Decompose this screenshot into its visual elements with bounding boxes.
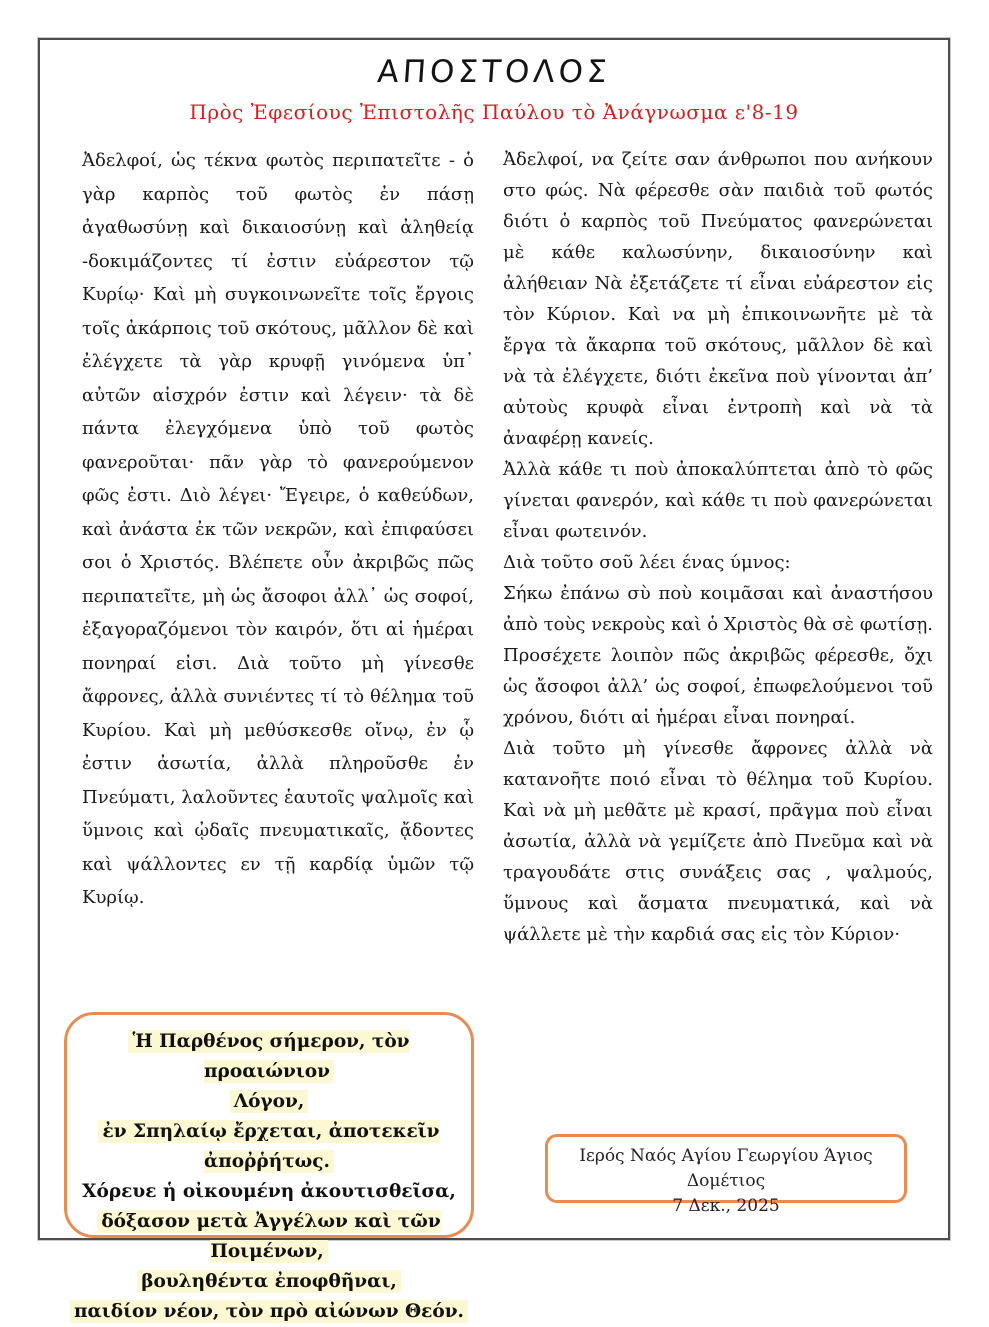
hymn-line	[67, 1087, 471, 1117]
kontakion-hymn-box	[64, 1012, 474, 1322]
hymn-line	[67, 1117, 471, 1177]
page-frame	[38, 38, 950, 1322]
greek-translation-column	[503, 144, 933, 950]
hymn-line	[67, 1297, 471, 1327]
hymn-line	[67, 1267, 471, 1297]
hymn-line-text: βουληθέντα ἐποφθῆναι,	[137, 1270, 401, 1293]
right-column-paragraph-4: Σήκω ἐπάνω σὺ ποὺ κοιμᾶσαι καὶ ἀναστήσου ἀπὸ τοὺς νεκροὺς καὶ ὁ Χριστὸς θὰ σὲ φωτίσῃ. Προσέχετε λοιπὸν πῶς ἀκριβῶς φέρεσθε, ὄχι ὡς ἄσοφοι ἀλλ’ ὡς σοφοί, ἐπωφελούμενοι τοῦ χρόνου, διότι αἱ ἡμέραι εἶναι πονηραί.	[503, 583, 933, 728]
reading-subtitle: Πρὸς Ἐφεσίους Ἐπιστολῆς Παύλου τὸ Ἀνάγνωσμα ε'8-19	[189, 100, 799, 124]
church-info-box	[545, 1134, 907, 1216]
greek-original-column	[82, 144, 474, 915]
service-date: 7 Δεκ., 2025	[672, 1196, 780, 1216]
right-column-paragraph-1: Ἀδελφοί, να ζείτε σαν άνθρωποι που ανήκουν στο φώς. Νὰ φέρεσθε σὰν παιδιὰ τοῦ φωτός διότι ὁ καρπὸς τοῦ Πνεύματος φανερώνεται μὲ κάθε καλωσύνην, δικαιοσύνην καὶ ἀλήθειαν Νὰ ἐξετάζετε τί εἶναι εὐάρεστον εἰς τὸν Κύριον. Καὶ να μὴ ἐπικοινωνῆτε μὲ τὰ ἔργα τὰ ἄκαρπα τοῦ σκότους, μᾶλλον δὲ καὶ νὰ τὰ ἐλέγχετε, διότι ἐκεῖνα ποὺ γίνονται ἀπ’ αὐτοὺς κρυφὰ εἶναι ἐντροπὴ καὶ νὰ τὰ ἀναφέρῃ κανείς.	[503, 149, 933, 449]
hymn-line-text: Λόγον,	[230, 1090, 309, 1113]
left-column-paragraph: Ἀδελφοί, ὡς τέκνα φωτὸς περιπατεῖτε - ὁ γὰρ καρπὸς τοῦ φωτὸς ἐν πάσῃ ἀγαθωσύνῃ καὶ δικαιοσύνῃ καὶ ἀληθείᾳ -δοκιμάζοντες τί ἐστιν εὐάρεστον τῷ Κυρίῳ· Καὶ μὴ συγκοινωνεῖτε τοῖς ἔργοις τοῖς ἀκάρποις τοῦ σκότους, μᾶλλον δὲ καὶ ἐλέγχετε τὰ γὰρ κρυφῇ γινόμενα ὑπ᾽ αὐτῶν αἰσχρόν ἐστιν καὶ λέγειν· τὰ δὲ πάντα ἐλεγχόμενα ὑπὸ τοῦ φωτὸς φανεροῦται· πᾶν γὰρ τὸ φανερούμενον φῶς ἐστι. Διὸ λέγει· Ἔγειρε, ὁ καθεύδων, καὶ ἀνάστα ἐκ τῶν νεκρῶν, καὶ ἐπιφαύσει σοι ὁ Χριστός. Βλέπετε οὖν ἀκριβῶς πῶς περιπατεῖτε, μὴ ὡς ἄσοφοι ἀλλ᾽ ὡς σοφοί, ἐξαγοραζόμενοι τὸν καιρόν, ὅτι αἱ ἡμέραι πονηραί εἰσι. Διὰ τοῦτο μὴ γίνεσθε ἄφρονες, ἀλλὰ συνιέντες τί τὸ θέλημα τοῦ Κυρίου. Καὶ μὴ μεθύσκεσθε οἴνῳ, ἐν ᾧ ἐστιν ἀσωτία, ἀλλὰ πληροῦσθε ἐν Πνεύματι, λαλοῦντες ἑαυτοῖς ψαλμοῖς καὶ ὕμνοις καὶ ᾠδαῖς πνευματικαῖς, ᾄδοντες καὶ ψάλλοντες εν τῇ καρδίᾳ ὑμῶν τῷ Κυρίῳ.	[82, 150, 474, 908]
hymn-line-text: παιδίον νέον, τὸν πρὸ αἰώνων Θεόν.	[70, 1300, 468, 1323]
hymn-line-text: Χόρευε ἡ οἰκουμένη ἀκουτισθεῖσα,	[82, 1181, 456, 1202]
hymn-line-text: δόξασον μετὰ Ἀγγέλων καὶ τῶν Ποιμένων,	[97, 1210, 440, 1263]
page-title: ΑΠΟΣΤΟΛΟΣ	[376, 54, 612, 90]
hymn-line-text: ἐν Σπηλαίῳ ἔρχεται, ἀποτεκεῖν ἀποῤῥήτως.	[98, 1120, 439, 1173]
church-name: Ιερός Ναός Αγίου Γεωργίου Άγιος Δομέτιος	[579, 1146, 873, 1191]
right-column-paragraph-3: Διὰ τοῦτο σοῦ λέει ένας ύμνος:	[503, 552, 791, 573]
right-column-paragraph-2: Ἀλλὰ κάθε τι ποὺ ἀποκαλύπτεται ἀπὸ τὸ φῶς γίνεται φανερόν, καὶ κάθε τι ποὺ φανερώνεται εἶναι φωτεινόν.	[503, 459, 933, 542]
hymn-line-text: Ἡ Παρθένος σήμερον, τὸν προαιώνιον	[128, 1030, 409, 1083]
right-column-paragraph-5: Διὰ τοῦτο μὴ γίνεσθε ἄφρονες ἀλλὰ νὰ κατανοῆτε ποιό εἶναι τὸ θέλημα τοῦ Κυρίου. Καὶ νὰ μὴ μεθᾶτε μὲ κρασί, πρᾶγμα ποὺ εἶναι ἀσωτία, ἀλλὰ νὰ γεμίζετε ἀπὸ Πνεῦμα καὶ νὰ τραγουδάτε στις συνάξεις σας , ψαλμούς, ὕμνους καὶ ἄσματα πνευματικά, καὶ νὰ ψάλλετε μὲ τὴν καρδιά σας εἰς τὸν Κύριον·	[503, 738, 933, 945]
hymn-line	[67, 1207, 471, 1267]
hymn-line	[67, 1177, 471, 1207]
hymn-line	[67, 1027, 471, 1087]
